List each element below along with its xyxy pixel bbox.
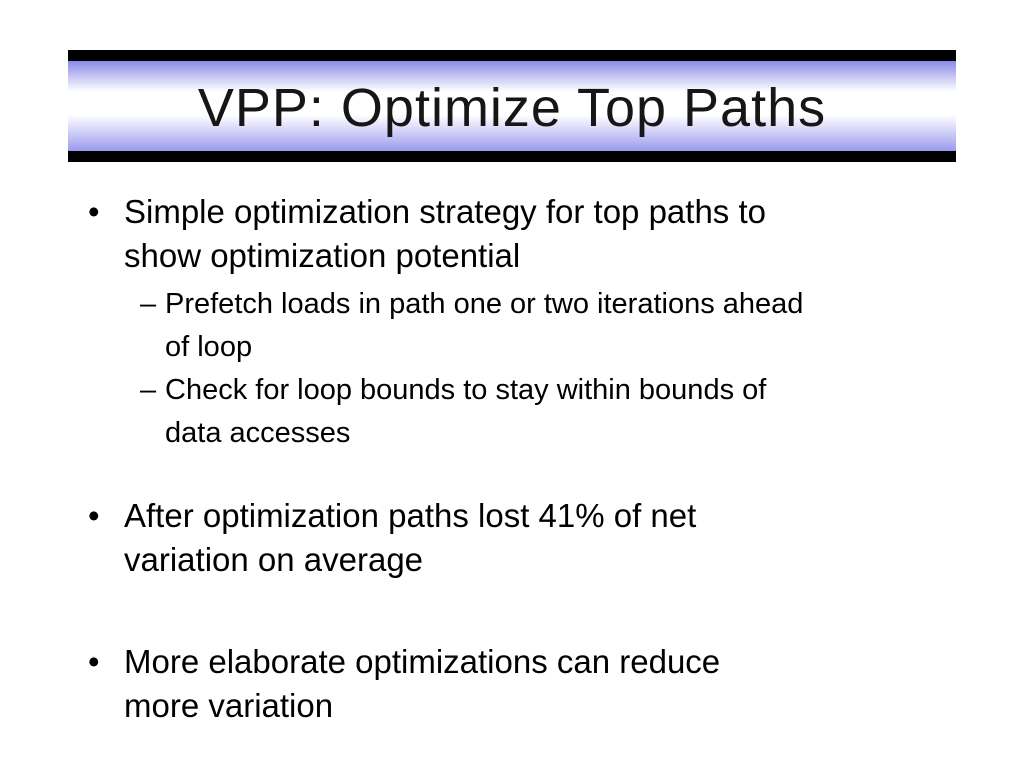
bullet-text-line: show optimization potential	[124, 237, 521, 274]
dash-icon: –	[140, 288, 157, 320]
dash-icon: –	[140, 374, 157, 406]
sub-bullet-text-line: Prefetch loads in path one or two iterations ahead	[165, 288, 804, 320]
bullet-item	[88, 190, 944, 278]
title-banner	[68, 50, 956, 162]
bullet-icon: •	[88, 643, 100, 680]
bullet-text-line: more variation	[124, 687, 334, 724]
bullet-text-line: Simple optimization strategy for top paths to	[124, 193, 766, 230]
sub-bullet-text	[165, 369, 964, 455]
bullet-text-line: variation on average	[124, 541, 424, 578]
bullet-item	[88, 494, 944, 582]
sub-bullet-text	[165, 283, 964, 369]
bullet-text-line: More elaborate optimizations can reduce	[124, 643, 721, 680]
bullet-icon: •	[88, 193, 100, 230]
bullet-text	[124, 190, 944, 278]
bullet-text-line: After optimization paths lost 41% of net	[124, 497, 697, 534]
bullet-icon: •	[88, 497, 100, 534]
sub-bullet-group	[140, 283, 964, 455]
sub-bullet-text-line: of loop	[165, 331, 253, 363]
sub-bullet-text-line: Check for loop bounds to stay within bounds of	[165, 374, 767, 406]
sub-bullet-item	[140, 283, 964, 369]
bullet-item	[88, 640, 944, 728]
bullet-text	[124, 640, 944, 728]
bullet-text	[124, 494, 944, 582]
slide-title: VPP: Optimize Top Paths	[197, 78, 827, 138]
sub-bullet-item	[140, 369, 964, 455]
sub-bullet-text-line: data accesses	[165, 417, 351, 449]
